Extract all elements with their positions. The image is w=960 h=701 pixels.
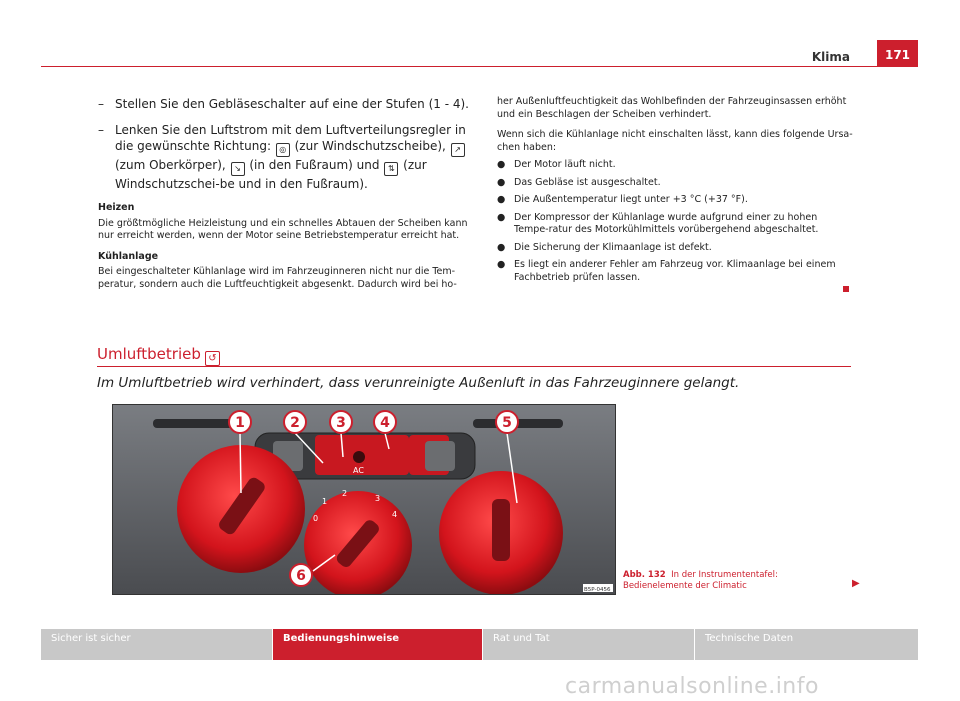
step-1-text: Stellen Sie den Gebläseschalter auf eine der Stufen (1 - 4). xyxy=(115,97,469,111)
list-item: ● Die Außentemperatur liegt unter +3 °C (+37 °F). xyxy=(497,194,748,205)
recirculation-icon: ↺ xyxy=(205,351,220,366)
causes-list xyxy=(497,159,853,284)
climatic-controls-figure xyxy=(112,404,616,595)
footer-tab-operation[interactable]: Bedienungshinweise xyxy=(273,629,482,660)
footer-tab-technical[interactable]: Technische Daten xyxy=(695,629,918,660)
fan-step-label: 4 xyxy=(392,510,398,519)
callout-label: 3 xyxy=(336,415,346,431)
callout-label: 2 xyxy=(290,415,300,431)
continue-arrow-icon: ▶ xyxy=(852,578,860,589)
footwell-airflow-icon: ↘ xyxy=(231,162,245,176)
seat-heater-right-button[interactable] xyxy=(425,441,455,471)
step-2-text-d: (in den Fußraum) und xyxy=(245,158,384,172)
caption-text: In der Instrumententafel: Bedienelemente der Climatic xyxy=(623,570,778,591)
section-title: Umluftbetrieb ↺ xyxy=(97,345,220,366)
windshield-footwell-airflow-icon: ⇅ xyxy=(384,162,398,176)
callout-label: 6 xyxy=(296,568,306,584)
list-item: ● Die Sicherung der Klimaanlage ist defekt. xyxy=(497,241,712,253)
callout-label: 1 xyxy=(235,415,245,431)
ac-label: AC xyxy=(353,466,364,475)
fan-step-label: 1 xyxy=(322,497,328,506)
watermark: carmanualsonline.info xyxy=(565,674,819,699)
footer-tab-safety[interactable]: Sicher ist sicher xyxy=(41,629,272,660)
list-item: ● Der Motor läuft nicht. xyxy=(497,159,616,170)
section-end-marker xyxy=(843,286,849,292)
climatic-illustration xyxy=(113,405,615,594)
step-2-text-a: Lenken Sie den Luftstrom mit dem Luftverteilungsregler in die gewünschte Richtung: xyxy=(115,123,466,153)
step-1: – Stellen Sie den Gebläseschalter auf eine der Stufen (1 - 4). xyxy=(98,97,469,111)
right-column xyxy=(497,96,853,284)
ac-button[interactable] xyxy=(353,451,365,463)
left-column xyxy=(98,96,470,291)
step-2-text-e: (zur Windschutzschei-be und in den Fußraum). xyxy=(115,158,427,191)
fan-step-label: 0 xyxy=(313,514,319,523)
fan-step-label: 2 xyxy=(342,489,348,498)
page-number: 171 xyxy=(877,40,918,66)
figure-caption xyxy=(623,570,843,592)
step-2-text-b: (zur Windschutzscheibe), xyxy=(290,139,450,153)
right-para-1: her Außenluftfeuchtigkeit das Wohlbefinden der Fahrzeuginsassen erhöht und ein Beschlagen der Scheiben verhindert. xyxy=(497,96,847,120)
chapter-title: Klima xyxy=(811,50,850,64)
kuehlanlage-text: Bei eingeschalteter Kühlanlage wird im Fahrzeuginneren nicht nur die Tem-peratur, sondern auch die Luftfeuchtigkeit abgesenkt. Dadurch wird bei ho- xyxy=(98,266,457,290)
footer-tab-advice[interactable]: Rat und Tat xyxy=(483,629,694,660)
kuehlanlage-heading: Kühlanlage xyxy=(98,250,159,262)
section-intro: Im Umluftbetrieb wird verhindert, dass verunreinigte Außenluft in das Fahrzeuginnere gelangt. xyxy=(97,375,740,391)
right-para-2: Wenn sich die Kühlanlage nicht einschalten lässt, kann dies folgende Ursa-chen haben: xyxy=(497,129,853,153)
heizen-text: Die größtmögliche Heizleistung und ein schnelles Abtauen der Scheiben kann nur erreicht werden, wenn der Motor seine Betriebstemperatur erreicht hat. xyxy=(98,217,468,241)
upper-body-airflow-icon: ↗ xyxy=(451,143,465,157)
step-2: – Lenken Sie den Luftstrom mit dem Luftverteilungsregler in die gewünschte Richtung: ◎ (zur Windschutzscheibe), ↗ (zum Oberkörper), ↘ (in den Fußraum) und ⇅ (zur Windschutzschei-be und in den Fußraum). xyxy=(98,123,466,191)
callout-label: 5 xyxy=(502,415,512,431)
heizen-heading: Heizen xyxy=(98,202,135,213)
windshield-airflow-icon: ◎ xyxy=(276,143,290,157)
list-item: ● Es liegt ein anderer Fehler am Fahrzeug vor. Klimaanlage bei einem Fachbetrieb prüfen lassen. xyxy=(497,259,836,283)
fan-step-label: 3 xyxy=(375,494,381,503)
caption-number: Abb. 132 xyxy=(623,570,666,580)
figure-code: B5P-0456 xyxy=(584,587,611,593)
section-rule xyxy=(97,366,851,367)
list-item: ● Der Kompressor der Kühlanlage wurde aufgrund einer zu hohen Tempe-ratur des Motorkühlmittels vorübergehend abgeschaltet. xyxy=(497,211,819,235)
step-2-text-c: (zum Oberkörper), xyxy=(115,158,230,172)
list-item: ● Das Gebläse ist ausgeschaltet. xyxy=(497,176,661,188)
header-rule xyxy=(41,66,918,67)
callout-label: 4 xyxy=(380,415,390,431)
